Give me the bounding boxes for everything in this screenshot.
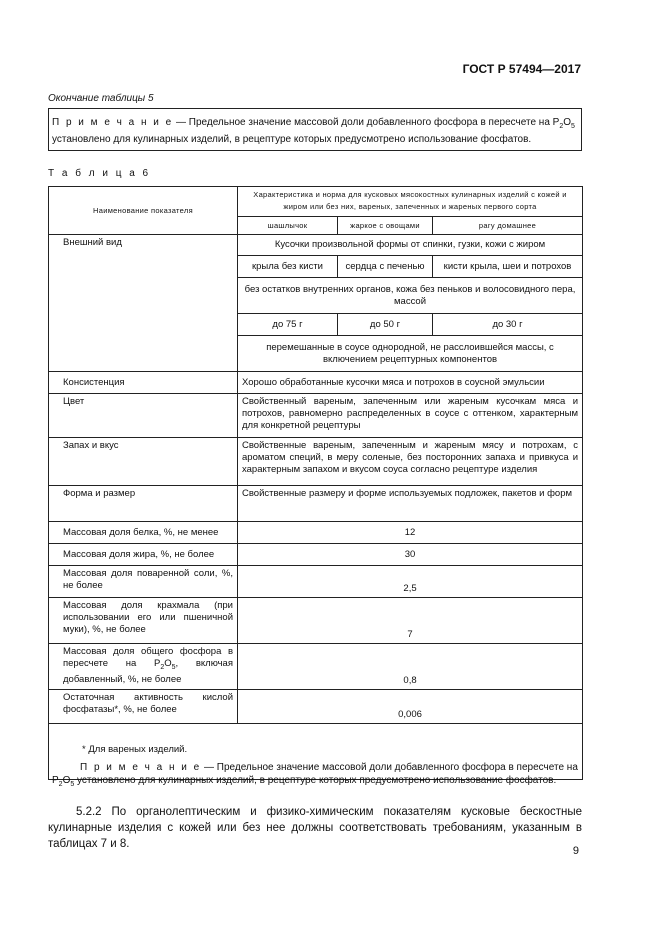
column-header-group: Характеристика и норма для кусковых мясокостных кулинарных изделий с кожей и жиром или без них, вареных, запеченных и жареных первого сорта — [238, 187, 583, 217]
row-value-salt: 2,5 — [238, 566, 583, 598]
note-label: П р и м е ч а н и е — [80, 762, 202, 773]
row-label-fat: Массовая доля жира, %, не более — [49, 544, 238, 566]
row-value-shape-size: Свойственные размеру и форме используемых подложек, пакетов и форм — [238, 486, 583, 522]
row-label-phosphatase: Остаточная активность кислой фосфатазы*, %, не более — [49, 690, 238, 724]
row-value-color: Свойственный вареным, запеченным или жареным кусочкам мяса и потрохов, равномерно распределенных в соусе с оттенком, характерным для конкретной рецептуры — [238, 394, 583, 438]
mass-ragu: до 30 г — [433, 314, 583, 336]
row-label-protein: Массовая доля белка, %, не менее — [49, 522, 238, 544]
subheader-zharkoe: жаркое с овощами — [338, 217, 433, 235]
row-label-consistency: Консистенция — [49, 372, 238, 394]
row-label-salt: Массовая доля поваренной соли, %, не более — [49, 566, 238, 598]
appearance-organs: без остатков внутренних органов, кожа без пеньков и волосовидного пера, массой — [238, 278, 583, 314]
row-label-appearance: Внешний вид — [49, 235, 238, 372]
mass-shashlychok: до 75 г — [238, 314, 338, 336]
row-label-smell-taste: Запах и вкус — [49, 438, 238, 486]
paragraph-5-2-2: 5.2.2 По органолептическим и физико-химическим показателям кусковые бескостные кулинарные изделия с кожей или без нее должны соответствовать требованиям, указанным в таблицах 7 и 8. — [48, 806, 582, 850]
mass-zharkoe: до 50 г — [338, 314, 433, 336]
row-value-fat: 30 — [238, 544, 583, 566]
table-continuation-label: Окончание таблицы 5 — [48, 93, 154, 104]
appearance-general: Кусочки произвольной формы от спинки, гузки, кожи с жиром — [238, 235, 583, 256]
row-value-consistency: Хорошо обработанные кусочки мяса и потрохов в соусной эмульсии — [238, 372, 583, 394]
row-label-starch: Массовая доля крахмала (при использовании его или пшеничной муки), %, не более — [49, 598, 238, 644]
row-value-protein: 12 — [238, 522, 583, 544]
table-caption: Т а б л и ц а 6 — [48, 168, 151, 179]
note-bottom: П р и м е ч а н и е — Предельное значение массовой доли добавленного фосфора в пересчете на $P_2O_5$ установлено для кулинарных изделий, в рецептуре которых предусмотрено использование фосфатов. — [52, 762, 578, 788]
subheader-ragu: рагу домашнее — [433, 217, 583, 235]
appearance-zharkoe: сердца с печенью — [338, 256, 433, 278]
footnote: * Для вареных изделий. — [82, 744, 188, 755]
document-id: ГОСТ Р 57494—2017 — [462, 62, 581, 76]
note-label: П р и м е ч а н и е — [52, 117, 174, 128]
appearance-ragu: кисти крыла, шеи и потрохов — [433, 256, 583, 278]
note-top: П р и м е ч а н и е — Предельное значение массовой доли добавленного фосфора в пересчете на $P_2O_5$ установлено для кулинарных изделий, в рецептуре которых предусмотрено использование фосфатов. — [52, 117, 575, 145]
row-label-phosphorus: Массовая доля общего фосфора в пересчете на $P_2O_5$, включая добавленный, %, не более — [49, 644, 238, 690]
appearance-shashlychok: крыла без кисти — [238, 256, 338, 278]
row-label-shape-size: Форма и размер — [49, 486, 238, 522]
row-value-smell-taste: Свойственные вареным, запеченным и жареным мясу и потрохам, с ароматом специй, в меру соленые, без посторонних запаха и привкуса и характерным запахом и вкусом соуса согласно рецептуре изделия — [238, 438, 583, 486]
row-value-phosphatase: 0,006 — [238, 690, 583, 724]
column-header-name: Наименование показателя — [49, 187, 238, 235]
row-value-phosphorus: 0,8 — [238, 644, 583, 690]
row-value-starch: 7 — [238, 598, 583, 644]
table-6 — [48, 186, 583, 780]
row-label-color: Цвет — [49, 394, 238, 438]
subheader-shashlychok: шашлычок — [238, 217, 338, 235]
appearance-sauce: перемешанные в соусе однородной, не расслоившейся массы, с включением рецептурных компонентов — [238, 336, 583, 372]
page-number: 9 — [572, 845, 579, 857]
